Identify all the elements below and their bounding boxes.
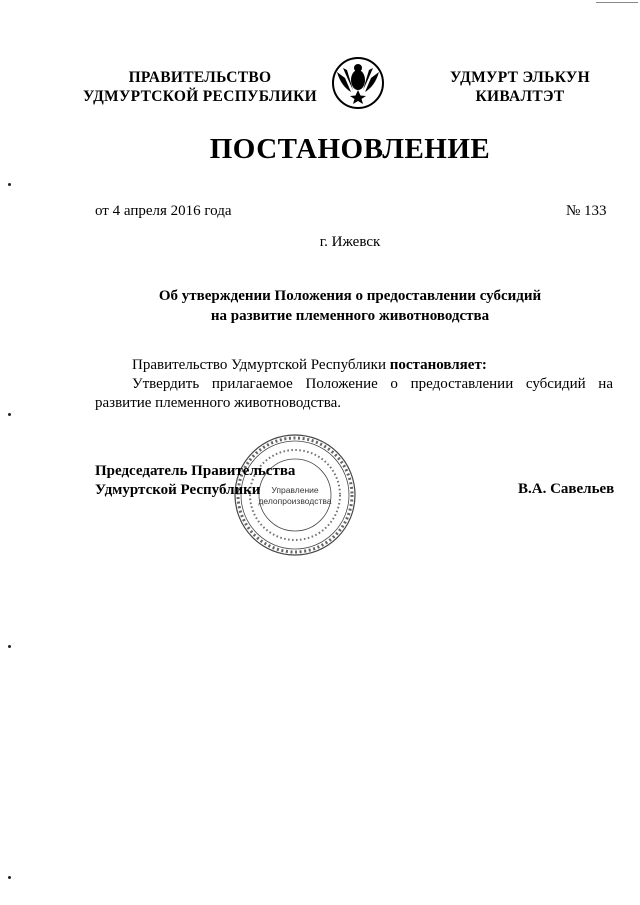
signatory-position-line1: Председатель Правительства [95, 463, 296, 479]
scan-dot [8, 413, 11, 416]
resolution-preamble [132, 356, 487, 375]
preamble-bold: постановляет: [389, 357, 487, 373]
header-right [425, 68, 615, 106]
header-left-line2: УДМУРТСКОЙ РЕСПУБЛИКИ [82, 88, 317, 105]
signatory-position [95, 462, 295, 500]
preamble-lead: Правительство Удмуртской Республики [132, 357, 390, 373]
signatory-position-line2: Удмуртской Республики [95, 482, 261, 498]
header-right-line2: КИВАЛТЭТ [475, 88, 565, 105]
header-right-line1: УДМУРТ ЭЛЬКУН [450, 69, 590, 86]
scan-dot [8, 183, 11, 186]
scan-edge-line [596, 2, 638, 3]
resolution-text: Утвердить прилагаемое Положение о предоставлении субсидий на развитие племенного животноводства. [95, 376, 613, 411]
document-title: ПОСТАНОВЛЕНИЕ [209, 133, 491, 165]
stamp-line1: Управление [271, 485, 319, 495]
stamp-line2: делопроизводства [258, 496, 332, 506]
signatory-name: В.А. Савельев [518, 481, 615, 497]
header-left [80, 68, 320, 106]
document-number: № 133 [566, 203, 607, 219]
document-city: г. Ижевск [319, 234, 381, 250]
header-left-line1: ПРАВИТЕЛЬСТВО [128, 69, 272, 86]
document-date: от 4 апреля 2016 года [95, 203, 232, 219]
subject-line1: Об утверждении Положения о предоставлении субсидий [158, 288, 542, 304]
document-subject [100, 286, 600, 326]
subject-line2: на развитие племенного животноводства [210, 308, 490, 324]
scan-dot [8, 645, 11, 648]
scan-dot [8, 876, 11, 879]
coat-of-arms-emblem [331, 56, 385, 110]
